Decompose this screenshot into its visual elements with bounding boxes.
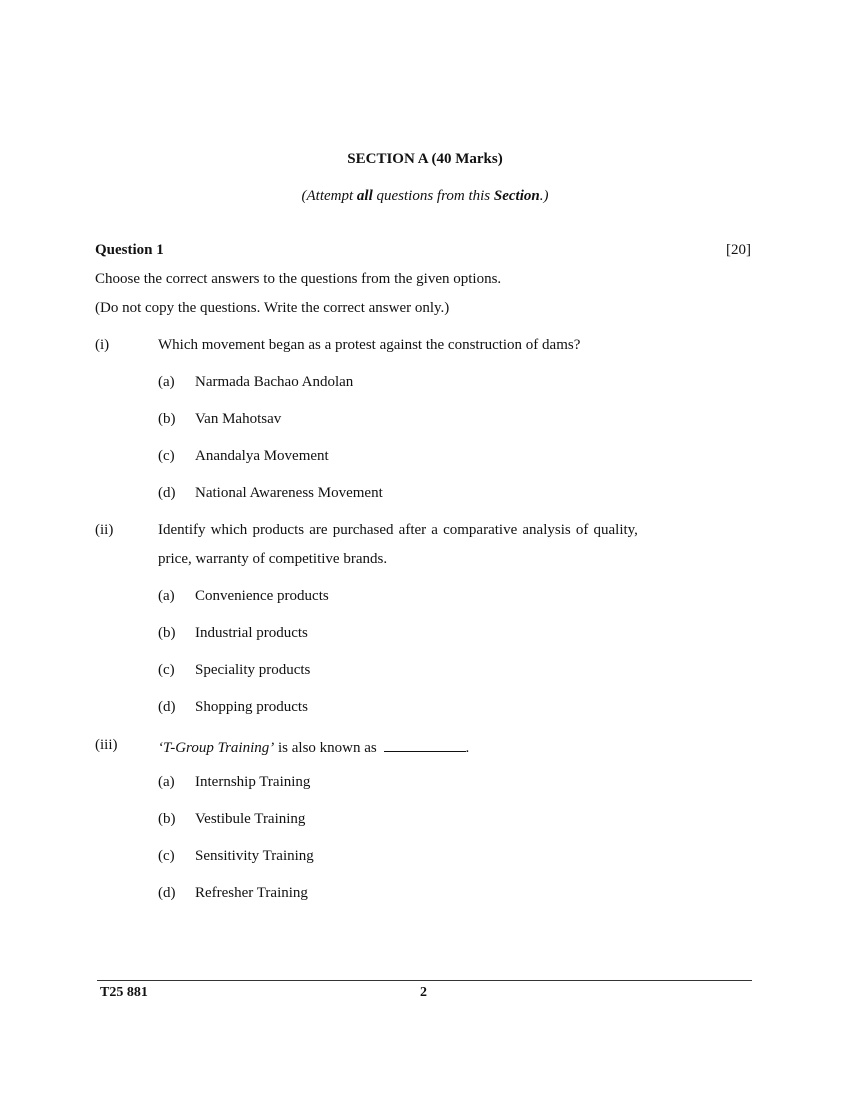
option-label: (b) [158,811,176,827]
page-number: 2 [420,985,427,1000]
item-number-i: (i) [95,337,110,353]
option-label: (d) [158,485,176,501]
option-label: (d) [158,699,176,715]
option-text: Narmada Bachao Andolan [195,374,354,390]
question-marks: [20] [726,242,751,258]
section-instruction: (Attempt all questions from this Section.) [301,188,549,204]
option-text: Anandalya Movement [195,448,329,464]
option-text: Vestibule Training [195,811,306,827]
option-text: Industrial products [195,625,308,641]
question-instruction-1: Choose the correct answers to the questions from the given options. [95,271,502,287]
item-text-i: Which movement began as a protest against the construction of dams? [158,337,581,353]
question-title: Question 1 [95,242,164,258]
answer-blank [384,737,466,752]
option-text: National Awareness Movement [195,485,383,501]
option-text: Convenience products [195,588,329,604]
option-label: (d) [158,885,176,901]
option-label: (c) [158,662,175,678]
option-text: Refresher Training [195,885,308,901]
option-text: Sensitivity Training [195,848,314,864]
option-label: (a) [158,588,175,604]
footer-rule [97,980,752,981]
footer-code: T25 881 [100,985,148,1000]
question-instruction-2: (Do not copy the questions. Write the correct answer only.) [95,300,450,316]
option-label: (b) [158,625,176,641]
item-text-ii-line1: Identify which products are purchased after a comparative analysis of quality, [158,522,638,538]
item-text-iii: ‘T-Group Training’ is also known as . [158,737,469,757]
option-text: Internship Training [195,774,311,790]
option-text: Speciality products [195,662,311,678]
item-text-ii-line2: price, warranty of competitive brands. [158,551,388,567]
item-number-iii: (iii) [95,737,118,753]
option-text: Van Mahotsav [195,411,282,427]
item-number-ii: (ii) [95,522,114,538]
option-label: (a) [158,774,175,790]
option-text: Shopping products [195,699,308,715]
section-title: SECTION A (40 Marks) [347,151,503,167]
option-label: (b) [158,411,176,427]
option-label: (a) [158,374,175,390]
option-label: (c) [158,448,175,464]
option-label: (c) [158,848,175,864]
